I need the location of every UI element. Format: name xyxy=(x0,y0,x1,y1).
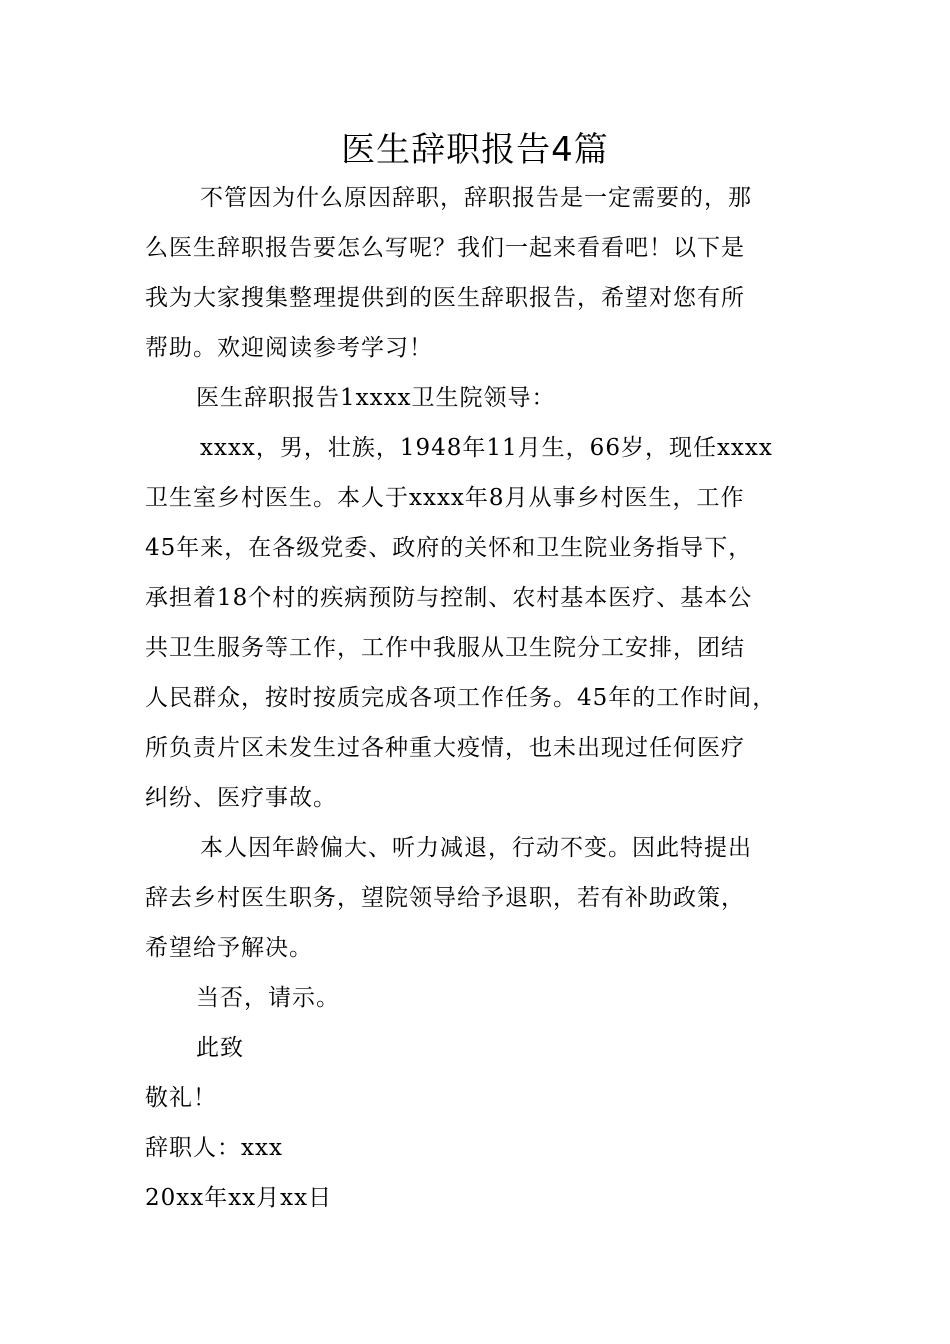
closing-line: 此致 xyxy=(196,1035,244,1061)
paragraph-line: xxxx，男，壮族，1948年11月生，66岁，现任xxxx xyxy=(200,435,773,461)
paragraph-line: 辞去乡村医生职务，望院领导给予退职，若有补助政策， xyxy=(145,885,745,911)
signature-line: 辞职人：xxx xyxy=(145,1135,283,1161)
paragraph-line: 卫生室乡村医生。本人于xxxx年8月从事乡村医生，工作 xyxy=(145,485,745,511)
paragraph-line: 希望给予解决。 xyxy=(145,935,313,961)
paragraph-line: 帮助。欢迎阅读参考学习！ xyxy=(145,335,433,361)
paragraph-line: 医生辞职报告1xxxx卫生院领导： xyxy=(196,385,556,411)
paragraph-line: 纠纷、医疗事故。 xyxy=(145,785,337,811)
paragraph-line: 么医生辞职报告要怎么写呢？我们一起来看看吧！以下是 xyxy=(145,235,745,261)
paragraph-line: 我为大家搜集整理提供到的医生辞职报告，希望对您有所 xyxy=(145,285,745,311)
paragraph-line: 45年来，在各级党委、政府的关怀和卫生院业务指导下， xyxy=(145,535,753,561)
paragraph-line: 不管因为什么原因辞职，辞职报告是一定需要的，那 xyxy=(200,185,752,211)
paragraph-line: 本人因年龄偏大、听力减退，行动不变。因此特提出 xyxy=(200,835,752,861)
paragraph-line: 所负责片区未发生过各种重大疫情，也未出现过任何医疗 xyxy=(145,735,745,761)
document-title: 医生辞职报告4篇 xyxy=(341,130,609,170)
paragraph-line: 承担着18个村的疾病预防与控制、农村基本医疗、基本公 xyxy=(145,585,753,611)
date-line: 20xx年xx月xx日 xyxy=(145,1185,333,1211)
salutation-line: 敬礼！ xyxy=(145,1085,217,1111)
paragraph-line: 共卫生服务等工作，工作中我服从卫生院分工安排，团结 xyxy=(145,635,745,661)
closing-line: 当否，请示。 xyxy=(196,985,340,1011)
paragraph-line: 人民群众，按时按质完成各项工作任务。45年的工作时间， xyxy=(145,685,777,711)
